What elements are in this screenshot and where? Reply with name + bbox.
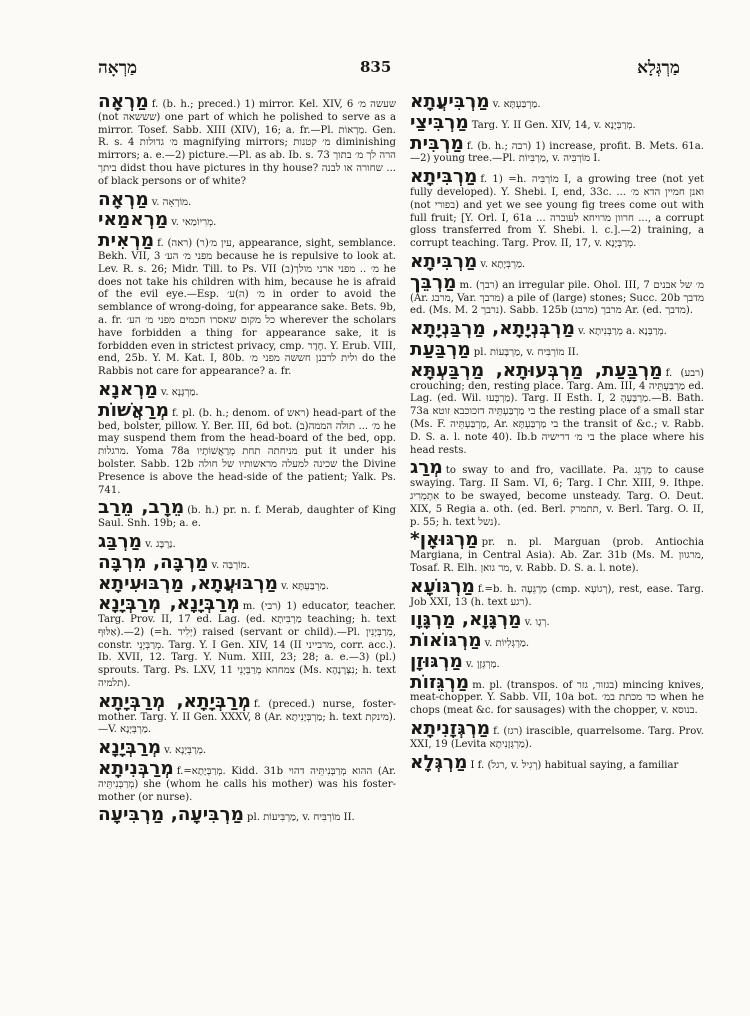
entry-headword: מְרַבְּיָנָא [98, 737, 162, 759]
entry-definition: m. (רבי) 1) educator, teacher. Targ. Prov. II, 17 ed. Lag. (ed. מַרְבִּיתָא teaching; h. text אַלּוּף).—2) (=h. יְלִיד) raised (servant or child).—Pl. מְרַבְּיָנִין, constr. מְרַבְּיָנֵי. Targ. Y. I Gen. XIV, 14 (II מרבייני, corr. acc.). Ib. XVII, 12. Targ. Y. Num. XIII, 23; 28; a. e.—3) (pl.) sprouts. Targ. Ps. LXV, 11 צמחהא מְרַבְּיָנֵי (Ms. נִצְּרָנָהָא; h. text תלמיה). [98, 601, 396, 690]
dictionary-entry [410, 271, 704, 318]
entry-headword: מַרְאָה [98, 91, 149, 112]
entry-definition: f. pl. (b. h.; denom. of ראש) head-part of the bed, bolster, pillow. Y. Ber. III, 6d bot. (ב)מ׳ ... תולה הממה he may suspend them from the head-board of the bed, opp. מרגלות. Yoma 78a מניחתה תחת מְרַאֲשׁוֹתָיו put it under his bolster. Sabb. 12b שכינה למעלה מראשותיו של חולה the Divine Presence is above the head-side of the patient; Yalk. Ps. 741. [98, 407, 397, 496]
entry-definition: m. pl. (transpos. of בגזור, גזר) mincing knives, meat-chopper. Y. Sabb. VII, 10a bot. כד מכתת במ׳ when he chops (meat &c. for sausages) with the chopper, v. בנוסא. [410, 679, 704, 717]
dictionary-entry [410, 751, 704, 773]
dictionary-entry [410, 132, 704, 167]
dictionary-entry [410, 318, 704, 340]
entry-definition: pl. מַרְבִּיעוֹת, v. מוֹרְבִּיח II. [247, 812, 355, 824]
entry-definition: to sway to and fro, vacillate. Pa. מְרַגֵּג to cause swaying. Targ. II Sam. VI, 6; Targ. I Chr. XIII, 9. Ithpe. אִתְמְרִיג to be swayed, become unsteady. Targ. O. Deut. XIX, 5 Regia a. oth. (ed. Berl. תתמרק, v. Berl. Targ. O. II, p. 55; h. text נשל). [410, 465, 704, 528]
dictionary-entry [98, 572, 396, 594]
dictionary-entry [98, 551, 396, 573]
dictionary-entry [410, 457, 704, 529]
entry-headword: *מַרְגּוּאָן [410, 529, 479, 551]
dictionary-entry [98, 593, 396, 691]
entry-definition: f. (ראה) (ר)עין מ׳, appearance, sight, semblance. Bekh. VII, 3 מפני מ׳ הע׳ because he is repulsive to look at. Lev. R. s. 26; Midr. Till. to Ps. VII (ב)מ׳ .. מפני ארני מולך he does not take his children with him, because he is afraid of the evil eye.—Esp. מ׳ (ה)ע׳ in order to avoid the semblance of wrong-doing, for appearance sake. Bets. 9b, a. fr. כל מקום שאסרו חכמים מפני מ׳ הע׳ wherever the scholars have forbidden a thing for appearance sake, it is forbidden even in strictest privacy, cmp. חֶדֶר. Y. Erub. VIII, end, 25b. Y. M. Kat. I, 80b. ולית לרבנן חששה מפני מ׳ do the Rabbis not care for appearance? a. fr. [98, 238, 397, 378]
dictionary-entry [410, 671, 704, 718]
entry-definition: v. מַרְבַּעְתָּא. [281, 580, 329, 592]
dictionary-entry [410, 609, 704, 631]
entry-headword: מַרְבַּעַת, מַרְבְּעוּתָא, מַרְבַּעְתָּא [410, 359, 663, 381]
entry-headword: מַרְבִּיעָה, מַרְבִּיעָה [98, 804, 244, 826]
entry-headword: מַרְבָּה, מִרְבָּה [98, 551, 209, 573]
entry-definition: v. מַרְגְּזָן. [465, 658, 500, 670]
entry-headword: מַרְבִּיתָא [410, 166, 478, 188]
entry-headword: מְרַבְּיָנָא, מְרַבְּיָנָא [98, 593, 240, 615]
entry-definition: Targ. Y. II Gen. XIV, 14, v. מְרַבְּיָנָא. [471, 119, 636, 131]
entry-headword: מְרַאֲשׁוֹת [98, 399, 170, 421]
entry-definition: v. מַרְבַּעְתָּא. [492, 99, 541, 110]
dictionary-entry [410, 718, 704, 752]
entry-definition: (b. h.) pr. n. f. Merab, daughter of King Saul. Snh. 19b; a. e. [98, 505, 396, 530]
entry-headword: מְרַבְּיָתָא, מְרַבְּיָתָא [98, 690, 251, 712]
entry-headword: מַרְבִּיעֲתָא [410, 91, 490, 112]
header-right-lemma: מַרְגְּלָא [637, 58, 680, 78]
entry-headword: מַרְאִית [98, 230, 155, 252]
dictionary-entry [410, 250, 704, 272]
page-header [98, 58, 680, 86]
entry-headword: מַרְגּוּזָן [410, 650, 463, 672]
entry-definition: v. רְגָו. [524, 617, 550, 629]
dictionary-entry [98, 230, 397, 379]
entry-definition: I f. (רגל, v. רְגִיל) habitual saying, a familiar [470, 759, 679, 771]
entry-headword: מֵרָב, מֵרַב [98, 497, 185, 519]
entry-definition: v. מְרַבְּיָנָא. [164, 745, 207, 757]
entry-headword: מַרְגּוֹאוֹת [410, 630, 482, 652]
entry-headword: מַרְאנָא [98, 378, 158, 400]
entry-headword: מַרְבִּיצַי [410, 111, 469, 133]
entry-definition: pr. n. pl. Marguan (prob. Antiochia Margiana, in Central Asia). Ab. Zar. 31b (Ms. M. מרגוון, Tosaf. R. Elh. מר גואן, v. Rabb. D. S. a. l. note). [410, 537, 704, 574]
dictionary-entry [410, 650, 704, 672]
entry-headword: מַרְבּוּעֲתָא, מַרְבּוּעִיתָא [98, 572, 279, 594]
dictionary-entry [410, 630, 704, 652]
entry-headword: מַרְגֵּזוֹת [410, 671, 470, 693]
entry-definition: v. מַרְבְּיָתָא. [480, 258, 526, 270]
dictionary-entry [410, 575, 704, 610]
dictionary-entry [410, 91, 704, 112]
dictionary-entry [98, 91, 397, 189]
entry-headword: מַרְבִּיתָא [410, 250, 478, 272]
header-left-lemma: מַרְאָה [98, 58, 138, 78]
dictionary-entry [410, 359, 705, 458]
entry-definition: v. מְרַבְּנִיתָא a. מְרַבְּנָא. [577, 326, 667, 338]
dictionary-entry [98, 399, 397, 498]
entry-definition: f.=b. h. מַרְגֵּעָה (cmp. רְגוֹעָא), rest, ease. Targ. Job XXI, 13 (h. text רגע). [410, 583, 704, 608]
entry-definition: f. 1) =h. מוֹרְבִּיה I, a growing tree (not yet fully developed). Y. Shebi. I, end, 33c. ... ואנן חמיין הדא מ׳ (not בפורי) and yet we see young fig trees come out with full fruit; [Y. Orl. I, 61a ... חרוון מרויחא לעוברה ..., a corrupt gloss transferred from Y. Shebi. l. c.].—2) training, a corrupt teaching. Targ. Prov. II, 17, v. מְרַבְּיָנָא. [410, 174, 704, 250]
dictionary-entry [98, 497, 396, 531]
dictionary-entry [410, 338, 704, 360]
left-column [98, 91, 397, 830]
entry-definition: f. (preced.) nurse, foster-mother. Targ. Y. II Gen. XXXV, 8 (Ar. מַרְבְּיָנִיתָא; h. text מינקת).—V. מַרְבְּיָנָא. [98, 698, 397, 736]
dictionary-entry [98, 804, 396, 826]
entry-headword: מַרְגְּזָנִיתָא [410, 718, 491, 740]
entry-headword: מַרְבְּנְיָתָא, מַרְבַּנְיָתָא [410, 318, 575, 340]
entry-definition: f. (b. h.; רבה) 1) increase, profit. B. Mets. 61a. —2) young tree.—Pl. מַרְבִּיוֹת, v. מוֹרְבִּיה I. [410, 140, 704, 165]
entry-headword: מַרְבִּית [410, 132, 464, 154]
entry-definition: f.=מְרַבְּיָתָא. Kidd. 31b ההוא מְרַבְּנִיתֵּיה דהוי (Ar. מְרַבְּנִיתֵּיה) she (whom he calls his mother) was his foster-mother (or nurse). [98, 766, 396, 803]
entry-definition: v. מַרְגָּנָא. [160, 386, 199, 398]
entry-headword: מַרְבַּג [98, 530, 143, 552]
entry-definition: f. (b. h.; preced.) 1) mirror. Kel. XIV, 6 שעשה מ׳ (not שששאה) one part of which he polished to serve as a mirror. Tosef. Sabb. XIII (XIV), 16; a. fr.—Pl. מַרְאוֹת. Gen. R. s. 4 מ׳ גדולות magnifying mirrors; מ׳ קטנות diminishing mirrors; a. e.—2) picture.—Pl. as ab. Ib. s. 73 הרה לך מ׳ בתוך ביתך didst thou have pictures in thy house? שחורה או לבנה ... of black persons or of white? [98, 99, 397, 187]
entry-definition: v. נַרְבָּג. [145, 538, 176, 550]
entry-definition: v. מְרִיוֹמַאי. [171, 217, 217, 229]
dictionary-entry [98, 378, 396, 400]
entry-definition: f. (רבע) crouching; den, resting place. Targ. Am. III, 4 מַרְבַּעְתֵּיה ed. Lag. (ed. Wil. מַרְבְּעוּ). Targ. II Esth. I, 2 מַרְבַּעְהָ.—B. Bath. 73a בי מַרְבַּעְתֵּיה דזכוכבא זוטא the resting place of a small star (Ms. F. מַרְבַּעְתֵּיה, Ar. בי מַרְבַּעְתָּא the transit of &c.; v. Rabb. D. S. a. l. note 40). Ib.b בי מ׳ דרישיה the place where his head rests. [410, 367, 705, 456]
dictionary-entry [98, 690, 397, 737]
entry-definition: m. (רבך) an irregular pile. Ohol. III, 7 מ׳ של אבנים (Ar. מרבג, Var. מרבך) a pile of (large) stones; Succ. 20b מדבך ed. (Ms. M. 2 נרבך). Sabb. 125b מרבך (מרבג) Ar. (ed. מדבך). [410, 279, 704, 317]
dictionary-entry [410, 111, 704, 133]
entry-headword: מַרְבֵּך [410, 271, 457, 293]
dictionary-entry [98, 737, 396, 759]
entry-definition: f. (רגז) irascible, quarrelsome. Targ. Prov. XXI, 19 (Levita מַרְגְּזָנִיתָא). [410, 726, 704, 750]
entry-definition: v. מַרְגְּלִיוֹת. [484, 638, 530, 650]
dictionary-entry [98, 758, 396, 804]
entry-definition: pl. מַרְבָּעוֹת, v. מוֹרְבִּיח II. [473, 346, 579, 358]
entry-headword: מַרְגָּוָא, מַרְגָּוָו [410, 609, 522, 631]
entry-headword: מַרְגּוֹעָא [410, 575, 475, 597]
entry-definition: v. מוֹרְבַּה. [211, 559, 250, 571]
dictionary-entry [410, 166, 704, 251]
entry-headword: מַרְגְּלָא [410, 751, 468, 773]
dictionary-entry [410, 529, 704, 575]
dictionary-entry [98, 530, 396, 552]
dictionary-entry [98, 209, 396, 231]
entry-headword: מַרְבַּעַת [410, 338, 471, 360]
entry-headword: מַרְאמַאי [98, 209, 169, 231]
entry-definition: v. מוֹרְאָה. [151, 196, 192, 208]
entry-headword: מְרַבְּנִיתָא [98, 758, 174, 780]
entry-headword: מַרְאָה [98, 188, 149, 210]
dictionary-entry [98, 188, 396, 210]
entry-headword: מְרַג [410, 457, 443, 479]
page-number: 835 [360, 58, 392, 76]
right-column [410, 91, 705, 777]
